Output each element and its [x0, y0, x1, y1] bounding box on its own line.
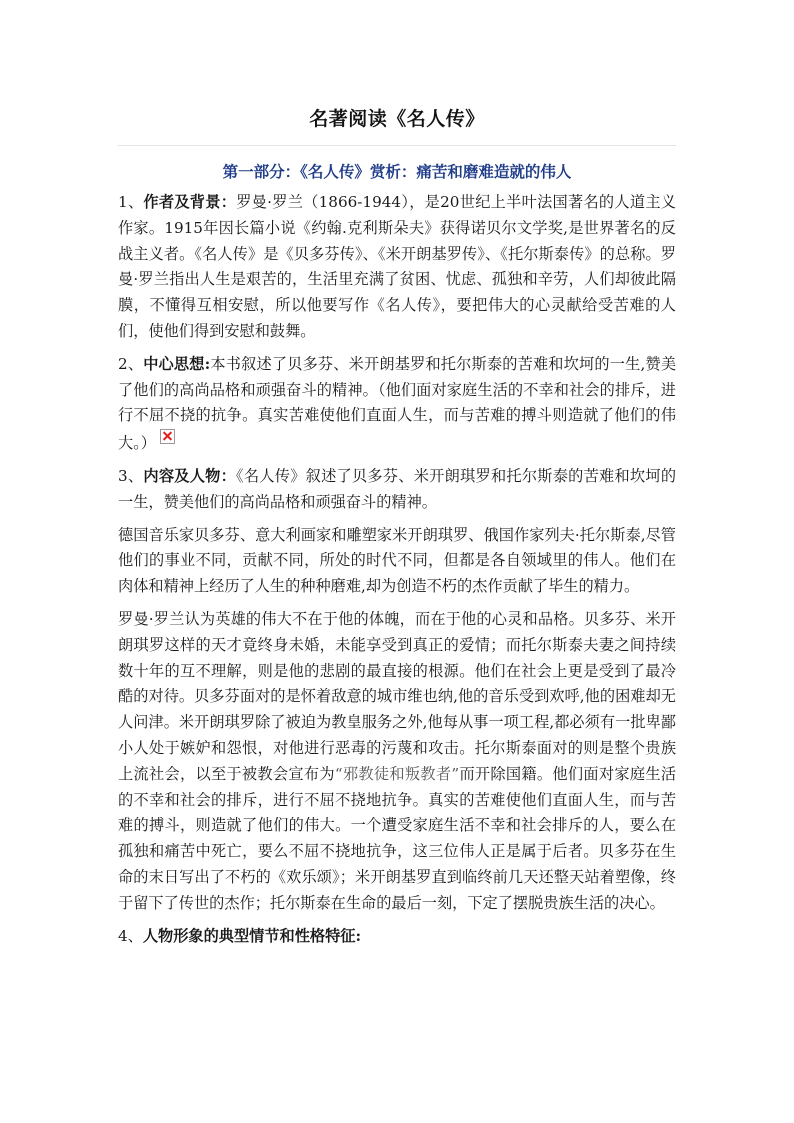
page-title: 名著阅读《名人传》 [309, 108, 485, 130]
paragraph-three-artists: 德国音乐家贝多芬、意大利画家和雕塑家米开朗琪罗、俄国作家列夫·托尔斯泰,尽管他们的事业不同，贡献不同，所处的时代不同，但都是各自领域里的伟人。他们在肉体和精神上经历了人生的种种磨难,却为创造不朽的杰作贡献了毕生的精力。 [118, 525, 676, 596]
item-label: 人物形象的典型情节和性格特征: [142, 926, 362, 945]
title-divider [118, 145, 676, 146]
paragraph-heroism [118, 607, 676, 917]
quoted-phrase: “邪教徒和叛教者” [334, 764, 460, 783]
item-label: 中心思想: [143, 354, 211, 373]
paragraph-text: 《名人传》叙述了贝多芬、米开朗琪罗和托尔斯泰的苦难和坎坷的一生，赞美他们的高尚品格和顽强奋斗的精神。 [118, 466, 677, 511]
item-number: 1、 [118, 193, 144, 211]
paragraph-text: 罗曼·罗兰认为英雄的伟大不在于他的体魄，而在于他的心灵和品格。贝多芬、米开朗琪罗这样的天才竟终身未婚，未能享受到真正的爱情；而托尔斯泰夫妻之间持续数十年的互不理解，则是他的悲剧的最直接的根源。他们在社会上更是受到了最冷酷的对待。贝多芬面对的是怀着敌意的城市维也纳,他的音乐受到欢呼,他的困难却无人问津。米开朗琪罗除了被迫为教皇服务之外,他每从事一项工程,都必须有一批卑鄙小人处于嫉妒和怨恨，对他进行恶毒的污蔑和攻击。托尔斯泰面对的则是整个贵族上流社会，以至于被教会宣布为 [118, 609, 676, 783]
paragraph-central-idea [118, 352, 676, 457]
paragraph-character-traits [118, 924, 676, 950]
broken-image-icon [160, 429, 175, 444]
item-number: 3、 [118, 466, 144, 485]
paragraph-text: 罗曼·罗兰（1866-1944），是20世纪上半叶法国著名的人道主义作家。1915年因长篇小说《约翰.克利斯朵夫》获得诺贝尔文学奖,是世界著名的反战主义者。《名人传》是《贝多芬传》、《米开朗基罗传》、《托尔斯泰传》的总称。罗曼·罗兰指出人生是艰苦的，生活里充满了贫困、忧虑、孤独和辛劳，人们却彼此隔膜，不懂得互相安慰，所以他要写作《名人传》，要把伟大的心灵献给受苦难的人们，使他们得到安慰和鼓舞。 [118, 193, 676, 340]
paragraph-text: 而开除国籍。他们面对家庭生活的不幸和社会的排斥，进行不屈不挠地抗争。真实的苦难使他们直面人生，而与苦难的搏斗，则造就了他们的伟大。一个遭受家庭生活不幸和社会排斥的人，要么在孤独和痛苦中死亡，要么不屈不挠地抗争，这三位伟人正是属于后者。贝多芬在生命的末日写出了不朽的《欢乐颂》；米开朗基罗直到临终前几天还整天站着塑像，终于留下了传世的杰作；托尔斯泰在生命的最后一刻，下定了摆脱贵族生活的决心。 [118, 764, 677, 912]
article-body [118, 190, 676, 956]
section-heading: 第一部分：《名人传》赏析：痛苦和磨难造就的伟人 [222, 162, 572, 181]
item-label: 内容及人物： [143, 466, 237, 485]
item-number: 2、 [118, 354, 144, 373]
item-number: 4、 [118, 926, 143, 945]
paragraph-content-characters [118, 464, 676, 516]
paragraph-text: 本书叙述了贝多芬、米开朗基罗和托尔斯泰的苦难和坎坷的一生,赞美了他们的高尚品格和顽强奋斗的精神。（他们面对家庭生活的不幸和社会的排斥，进行不屈不挠的抗争。真实苦难使他们直面人生，而与苦难的搏斗则造就了他们的伟大。） [118, 354, 677, 453]
paragraph-author-background [118, 190, 676, 345]
item-label: 作者及背景： [143, 193, 237, 211]
